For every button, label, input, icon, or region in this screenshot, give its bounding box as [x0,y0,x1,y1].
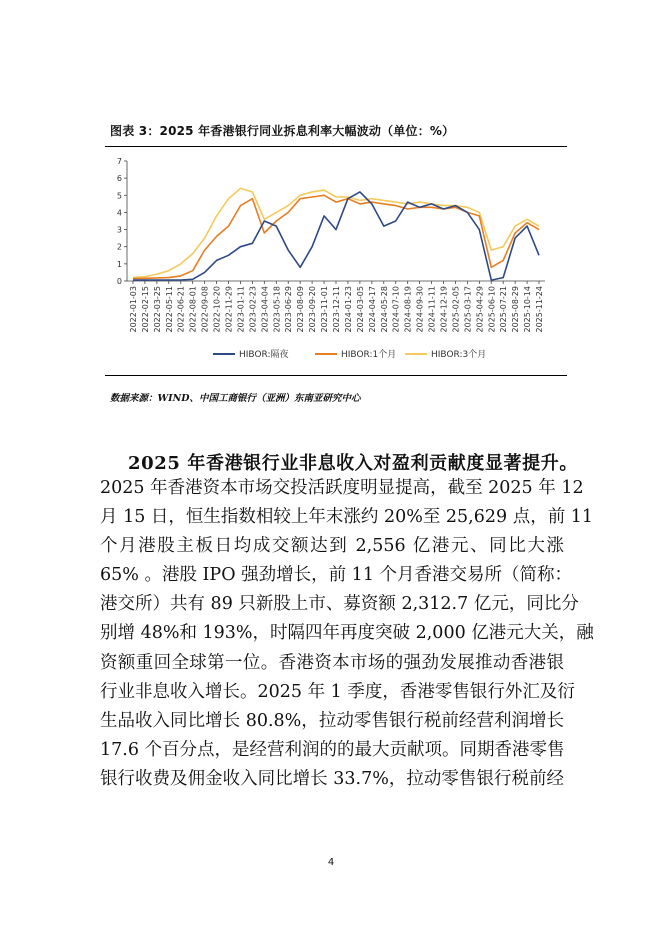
x-tick-label: 2024-07-10 [391,286,401,333]
x-tick-label: 2025-02-05 [451,286,461,333]
y-tick-label: 1 [116,259,122,269]
x-tick-label: 2024-09-30 [415,286,425,333]
section-heading: 2025 年香港银行业非息收入对盈利贡献度显著提升。 [128,453,578,474]
x-tick-label: 2024-03-05 [355,286,365,333]
x-tick-label: 2024-05-28 [379,286,389,333]
x-tick-label: 2022-06-21 [176,286,186,333]
x-tick-label: 2022-09-08 [200,286,210,333]
body-line: 17.6 个百分点，是经营利润的的最大贡献项。同期香港零售 [100,739,565,760]
figure-bottom-rule [105,375,567,376]
x-tick-label: 2022-11-29 [224,286,234,333]
y-tick-label: 4 [116,208,122,218]
y-tick-label: 6 [116,174,122,184]
legend-label: HIBOR:3个月 [431,350,487,360]
x-tick-label: 2022-02-15 [140,286,150,333]
y-tick-label: 5 [116,191,122,201]
x-tick-label: 2023-09-20 [308,286,318,333]
page-number: 4 [327,857,335,868]
series-line [133,195,539,278]
x-tick-label: 2024-11-11 [427,286,437,333]
body-line: 2025 年香港资本市场交投活跃度明显提高，截至 2025 年 12 [100,478,584,498]
body-line: 65% 。港股 IPO 强劲增长，前 11 个月香港交易所（简称： [100,565,573,586]
x-tick-label: 2023-06-29 [284,286,294,333]
x-tick-label: 2025-08-29 [511,286,521,333]
x-tick-label: 2023-01-11 [236,286,246,333]
legend-label: HIBOR:1个月 [341,350,397,360]
legend-label: HIBOR:隔夜 [239,350,289,360]
y-tick-label: 2 [116,242,122,252]
x-tick-label: 2024-04-17 [367,286,377,333]
x-tick-label: 2023-11-01 [320,286,330,333]
y-tick-label: 7 [116,157,122,166]
x-tick-label: 2024-12-19 [439,286,449,333]
x-tick-label: 2025-06-10 [487,286,497,333]
figure-title: 图表 3：2025 年香港银行同业拆息利率大幅波动（单位：%） [110,124,455,138]
series-line [133,192,539,280]
figure-source: 数据来源：WIND、中国工商银行（亚洲）东南亚研究中心 [110,393,361,404]
body-line: 月 15 日，恒生指数相较上年末涨约 20%至 25,629 点，前 11 [100,507,594,528]
x-tick-label: 2025-03-17 [463,286,473,333]
body-line: 银行收费及佣金收入同比增长 33.7%，拉动零售银行税前经 [100,768,564,789]
x-tick-label: 2025-07-21 [499,286,509,333]
y-tick-label: 0 [116,277,122,286]
y-tick-label: 3 [116,225,122,235]
hibor-line-chart [105,150,567,372]
x-tick-label: 2022-05-11 [164,286,174,333]
x-tick-label: 2025-10-14 [523,286,533,333]
x-tick-label: 2022-01-03 [128,286,138,333]
x-tick-label: 2024-01-23 [343,286,353,333]
x-tick-label: 2022-03-25 [152,286,162,333]
x-tick-label: 2023-04-04 [260,286,270,333]
body-line: 行业非息收入增长。2025 年 1 季度，香港零售银行外汇及衍 [100,681,575,702]
x-tick-label: 2023-08-09 [296,286,306,333]
x-tick-label: 2025-04-29 [475,286,485,333]
x-tick-label: 2024-08-19 [403,286,413,333]
body-line: 生品收入同比增长 80.8%，拉动零售银行税前经营利润增长 [100,710,564,731]
body-line: 别增 48%和 193%，时隔四年再度突破 2,000 亿港元大关，融 [100,623,594,644]
figure-top-rule [105,146,567,147]
x-tick-label: 2023-02-23 [248,286,258,333]
x-tick-label: 2023-12-11 [332,286,341,333]
x-tick-label: 2023-05-18 [272,286,282,333]
body-paragraph [100,474,594,794]
body-line: 港交所）共有 89 只新股上市、募资额 2,312.7 亿元，同比分 [100,594,579,615]
body-line: 资额重回全球第一位。香港资本市场的强劲发展推动香港银 [100,652,564,673]
x-tick-label: 2022-08-01 [188,286,198,333]
x-tick-label: 2022-10-20 [212,286,222,333]
x-tick-label: 2025-11-24 [535,286,545,333]
body-line: 个月港股主板日均成交额达到 2,556 亿港元、同比大涨 [100,536,564,557]
